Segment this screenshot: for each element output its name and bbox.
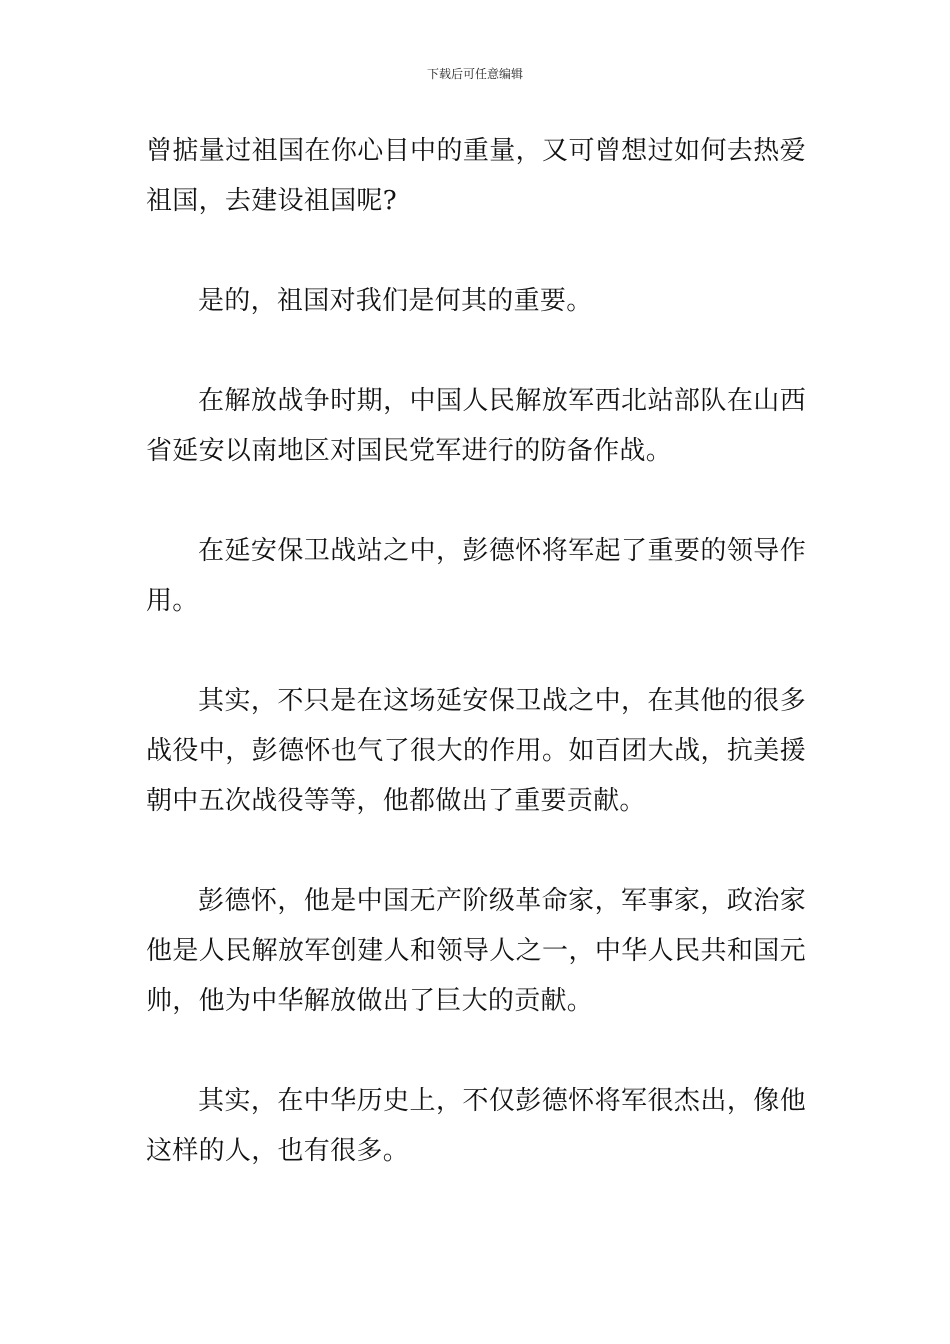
paragraph-3: 在解放战争时期，中国人民解放军西北站部队在山西省延安以南地区对国民党军进行的防备作战。: [146, 386, 806, 466]
page-header-note: 下载后可任意编辑: [426, 67, 523, 81]
paragraph-6: 彭德怀，他是中国无产阶级革命家，军事家，政治家他是人民解放军创建人和领导人之一，中华人民共和国元帅，他为中华解放做出了巨大的贡献。: [146, 886, 806, 1016]
paragraph-1: 曾掂量过祖国在你心目中的重量，又可曾想过如何去热爱祖国，去建设祖国呢?: [146, 136, 806, 216]
paragraph-7: 其实，在中华历史上，不仅彭德怀将军很杰出，像他这样的人，也有很多。: [146, 1086, 806, 1166]
paragraph-5: 其实，不只是在这场延安保卫战之中，在其他的很多战役中，彭德怀也气了很大的作用。如百团大战，抗美援朝中五次战役等等，他都做出了重要贡献。: [146, 686, 806, 816]
document-body: [146, 126, 806, 1226]
paragraph-2: 是的，祖国对我们是何其的重要。: [198, 286, 593, 316]
paragraph-4: 在延安保卫战站之中，彭德怀将军起了重要的领导作用。: [146, 536, 806, 616]
